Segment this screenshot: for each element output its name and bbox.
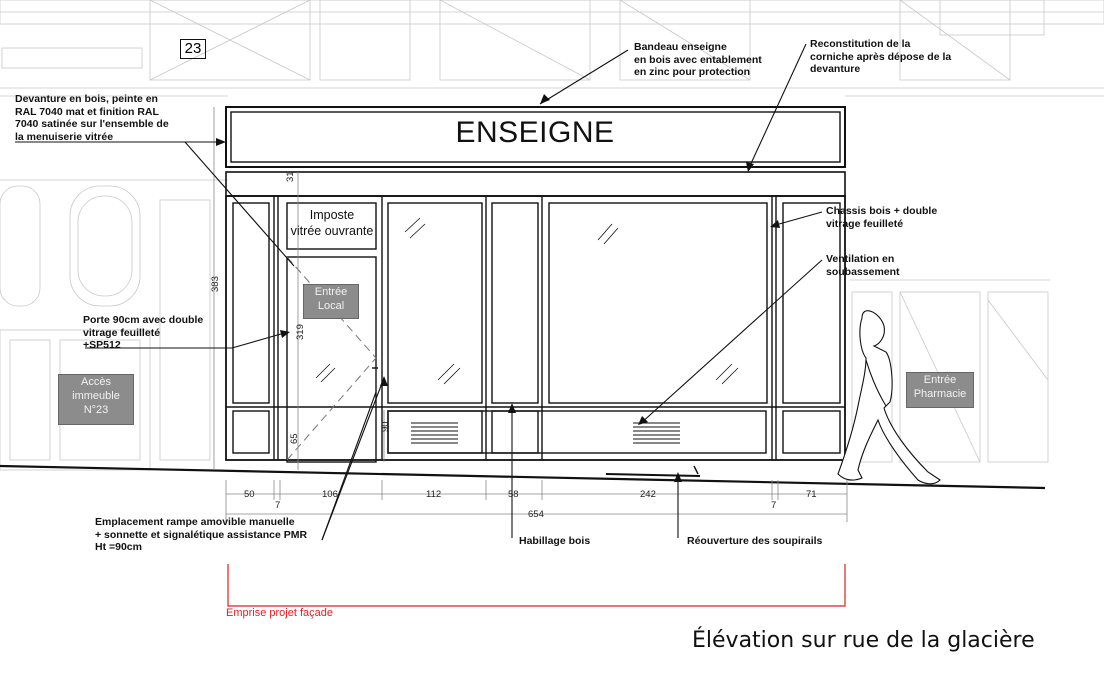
dim-90: 90: [380, 421, 391, 432]
dim-50: 50: [244, 489, 255, 500]
dim-242: 242: [640, 489, 656, 500]
note-rampe: Emplacement rampe amovible manuelle + sonnette et signalétique assistance PMR Ht =90cm: [95, 516, 308, 553]
note-reouverture: Réouverture des soupirails: [687, 535, 823, 547]
dim-71: 71: [806, 489, 817, 500]
footprint-label: Emprise projet façade: [226, 607, 333, 619]
drawing-title: Élévation sur rue de la glacière: [692, 628, 1035, 653]
dim-112: 112: [426, 489, 442, 500]
ground-line: [0, 466, 1045, 488]
note-habillage: Habillage bois: [519, 535, 591, 547]
dim-654: 654: [528, 509, 544, 520]
note-bandeau: Bandeau enseigne en bois avec entablement en zinc pour protection: [634, 41, 762, 78]
dim-383: 383: [210, 276, 221, 292]
dim-319: 319: [295, 324, 306, 340]
note-chassis: Chassis bois + double vitrage feuilleté: [826, 205, 938, 230]
dim-7b: 7: [771, 500, 777, 511]
signboard-text: ENSEIGNE: [455, 116, 615, 149]
dim-58: 58: [508, 489, 519, 500]
note-porte: Porte 90cm avec double vitrage feuilleté +SP512: [83, 314, 204, 351]
note-devanture: Devanture en bois, peinte en RAL 7040 mat et finition RAL 7040 satinée sur l'ensemble de la menuiserie vitrée: [15, 93, 169, 143]
entree-local-box: Entrée Local: [303, 284, 359, 319]
acces-immeuble-box: Accès immeuble N°23: [58, 374, 134, 425]
note-ventilation: Ventilation en soubassement: [826, 253, 900, 278]
entree-pharmacie-box: Entrée Pharmacie: [906, 372, 974, 408]
dim-65: 65: [289, 433, 300, 444]
dim-106: 106: [322, 489, 338, 500]
dim-31: 31: [285, 171, 296, 182]
note-corniche: Reconstitution de la corniche après dépose de la devanture: [810, 38, 952, 75]
dim-7a: 7: [275, 500, 281, 511]
plaque-number: 23: [180, 39, 206, 59]
leader-arrowheads: [216, 94, 780, 482]
imposte-label: Imposte vitrée ouvrante: [290, 208, 374, 238]
footprint-bracket: [228, 564, 845, 606]
